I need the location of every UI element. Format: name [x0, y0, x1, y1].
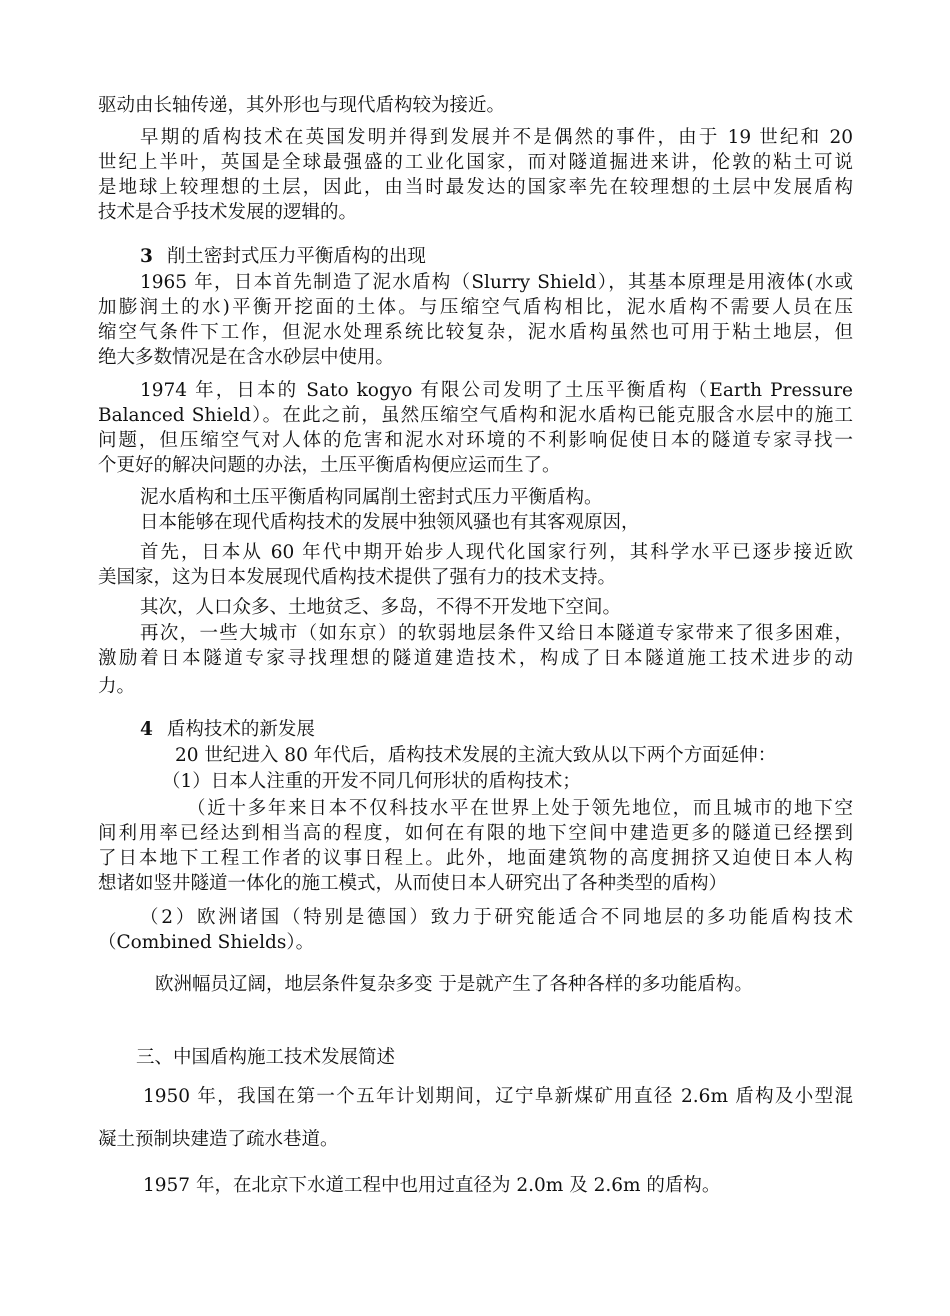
body-line: 激励着日本隧道专家寻找理想的隧道建造技术，构成了日本隧道施工技术进步的动	[98, 648, 853, 669]
body-line: 美国家，这为日本发展现代盾构技术提供了强有力的技术支持。	[98, 567, 617, 588]
body-line: 欧洲幅员辽阔，地层条件复杂多变 于是就产生了各种各样的多功能盾构。	[155, 974, 753, 995]
body-line: 1974 年，日本的 Sato kogyo 有限公司发明了土压平衡盾构（Earth Pressure	[140, 380, 853, 401]
body-line: 1957 年，在北京下水道工程中也用过直径为 2.0m 及 2.6m 的盾构。	[143, 1175, 721, 1196]
body-line: （近十多年来日本不仅科技水平在世界上处于领先地位，而且城市的地下空	[187, 798, 853, 819]
body-line: 间利用率已经达到相当高的程度，如何在有限的地下空间中建造更多的隧道已经摆到	[98, 823, 853, 844]
chapter-heading: 三、中国盾构施工技术发展简述	[136, 1047, 396, 1068]
body-line: 加膨润土的水)平衡开挖面的土体。与压缩空气盾构相比，泥水盾构不需要人员在压	[98, 297, 853, 318]
body-line: 1965 年，日本首先制造了泥水盾构（Slurry Shield），其基本原理是用液体(水或	[140, 272, 853, 293]
section-heading-4	[140, 718, 315, 742]
list-item: （2）欧洲诸国（特别是德国）致力于研究能适合不同地层的多功能盾构技术	[140, 907, 853, 928]
body-line: 想诸如竖井隧道一体化的施工模式，从而使日本人研究出了各种类型的盾构）	[98, 873, 728, 894]
body-line: 凝土预制块建造了疏水巷道。	[98, 1129, 339, 1150]
body-line: （Combined Shields）。	[98, 932, 315, 953]
body-line: 20 世纪进入 80 年代后，盾构技术发展的主流大致从以下两个方面延伸：	[175, 745, 777, 766]
body-line: 缩空气条件下工作，但泥水处理系统比较复杂，泥水盾构虽然也可用于粘土地层，但	[98, 322, 853, 343]
list-item: （1）日本人注重的开发不同几何形状的盾构技术；	[162, 771, 581, 792]
body-line: 再次，一些大城市（如东京）的软弱地层条件又给日本隧道专家带来了很多困难，	[140, 623, 853, 644]
body-line: 个更好的解决问题的办法，土压平衡盾构便应运而生了。	[98, 455, 561, 476]
body-line: 世纪上半叶，英国是全球最强盛的工业化国家，而对隧道掘进来讲，伦敦的粘土可说	[98, 152, 853, 173]
body-line: 驱动由长轴传递，其外形也与现代盾构较为接近。	[98, 95, 506, 116]
body-line: 技术是合乎技术发展的逻辑的。	[98, 202, 358, 223]
section-title: 削土密封式压力平衡盾构的出现	[166, 246, 426, 267]
body-line: 泥水盾构和土压平衡盾构同属削土密封式压力平衡盾构。	[140, 487, 603, 508]
body-line: 是地球上较理想的土层，因此，由当时最发达的国家率先在较理想的土层中发展盾构	[98, 177, 853, 198]
body-line: 早期的盾构技术在英国发明并得到发展并不是偶然的事件，由于 19 世纪和 20	[140, 127, 853, 148]
body-line: 绝大多数情况是在含水砂层中使用。	[98, 347, 395, 368]
body-line: 1950 年，我国在第一个五年计划期间，辽宁阜新煤矿用直径 2.6m 盾构及小型混	[143, 1086, 853, 1107]
body-line: 问题，但压缩空气对人体的危害和泥水对环境的不利影响促使日本的隧道专家寻找一	[98, 430, 853, 451]
section-number: 3	[140, 246, 153, 267]
body-line: 其次，人口众多、土地贫乏、多岛，不得不开发地下空间。	[140, 597, 622, 618]
body-line: 首先，日本从 60 年代中期开始步人现代化国家行列，其科学水平已逐步接近欧	[140, 542, 853, 563]
section-heading-3	[140, 245, 426, 269]
body-line: 力。	[98, 676, 136, 697]
body-line: Balanced Shield）。在此之前，虽然压缩空气盾构和泥水盾构已能克服含水层中的施工	[98, 405, 853, 426]
body-line: 日本能够在现代盾构技术的发展中独领风骚也有其客观原因，	[140, 512, 640, 533]
section-title: 盾构技术的新发展	[166, 719, 315, 740]
section-number: 4	[140, 719, 153, 740]
body-line: 了日本地下工程工作者的议事日程上。此外，地面建筑物的高度拥挤又迫使日本人构	[98, 848, 853, 869]
